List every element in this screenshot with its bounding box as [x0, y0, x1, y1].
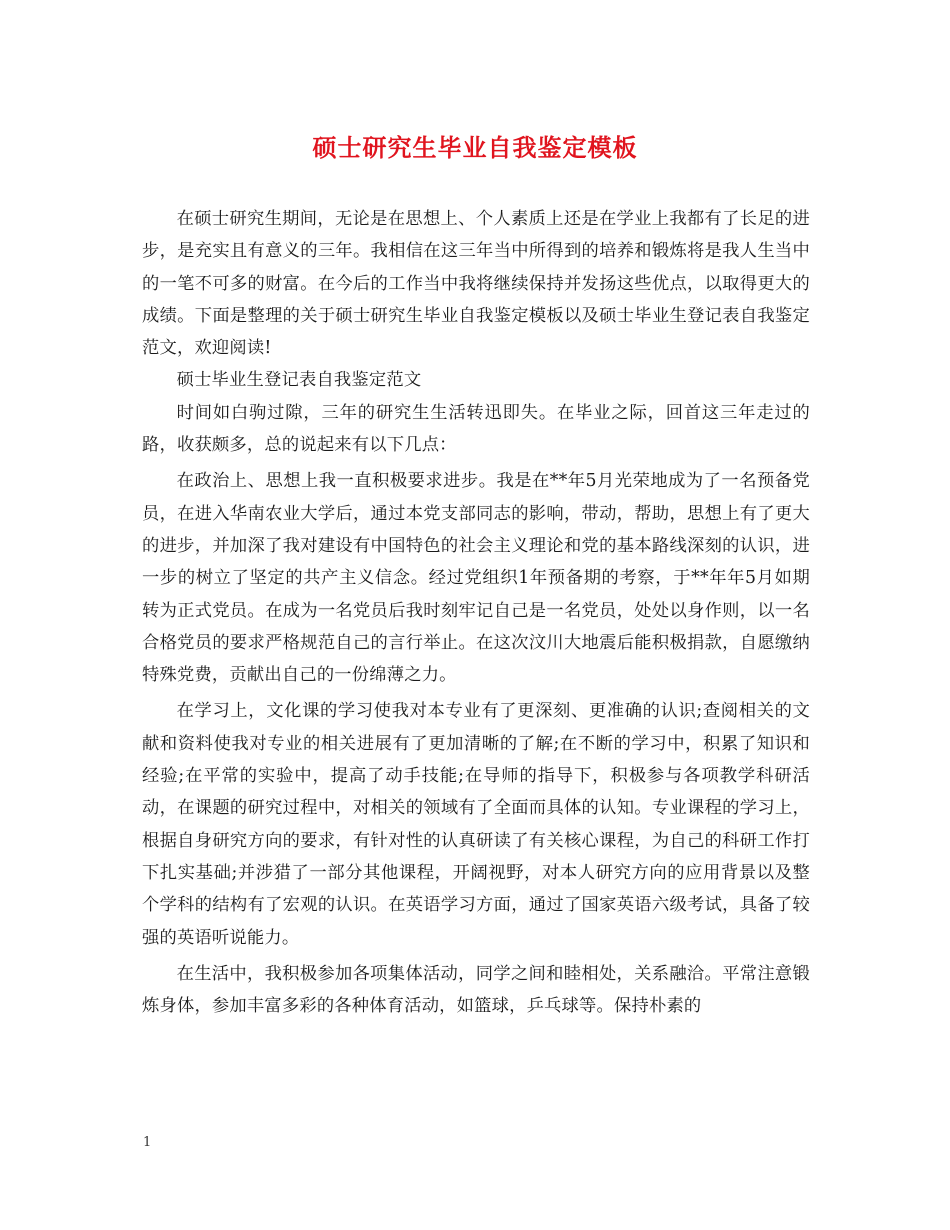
document-title: 硕士研究生毕业自我鉴定模板 — [312, 133, 638, 162]
life-paragraph: 在生活中，我积极参加各项集体活动，同学之间和睦相处，关系融洽。平常注意锻炼身体，参加丰富多彩的各种体育活动，如篮球，乒乓球等。保持朴素的 — [142, 963, 810, 1017]
document-body — [142, 203, 810, 1022]
opening-paragraph: 时间如白驹过隙，三年的研究生生活转迅即失。在毕业之际，回首这三年走过的路，收获颇多，总的说起来有以下几点： — [142, 402, 810, 456]
politics-paragraph: 在政治上、思想上我一直积极要求进步。我是在**年5月光荣地成为了一名预备党员，在进入华南农业大学后，通过本党支部同志的影响，带动，帮助，思想上有了更大的进步，并加深了我对建设有中国特色的社会主义理论和党的基本路线深刻的认识，进一步的树立了坚定的共产主义信念。经过党组织1年预备期的考察，于**年年5月如期转为正式党员。在成为一名党员后我时刻牢记自己是一名党员，处处以身作则，以一名合格党员的要求严格规范自己的言行举止。在这次汶川大地震后能积极捐款，自愿缴纳特殊党费，贡献出自己的一份绵薄之力。 — [142, 471, 810, 686]
section-heading: 硕士毕业生登记表自我鉴定范文 — [176, 370, 422, 391]
intro-paragraph: 在硕士研究生期间，无论是在思想上、个人素质上还是在学业上我都有了长足的进步，是充实且有意义的三年。我相信在这三年当中所得到的培养和锻炼将是我人生当中的一笔不可多的财富。在今后的工作当中我将继续保持并发扬这些优点，以取得更大的成绩。下面是整理的关于硕士研究生毕业自我鉴定模板以及硕士毕业生登记表自我鉴定范文，欢迎阅读! — [142, 209, 810, 359]
page-number: 1 — [143, 1135, 152, 1150]
study-paragraph: 在学习上，文化课的学习使我对本专业有了更深刻、更准确的认识;查阅相关的文献和资料使我对专业的相关进展有了更加清晰的了解;在不断的学习中，积累了知识和经验;在平常的实验中，提高了动手技能;在导师的指导下，积极参与各项教学科研活动，在课题的研究过程中，对相关的领域有了全面而具体的认知。专业课程的学习上，根据自身研究方向的要求，有针对性的认真研读了有关核心课程，为自己的科研工作打下扎实基础;并涉猎了一部分其他课程，开阔视野，对本人研究方向的应用背景以及整个学科的结构有了宏观的认识。在英语学习方面，通过了国家英语六级考试，具备了较强的英语听说能力。 — [142, 701, 810, 948]
